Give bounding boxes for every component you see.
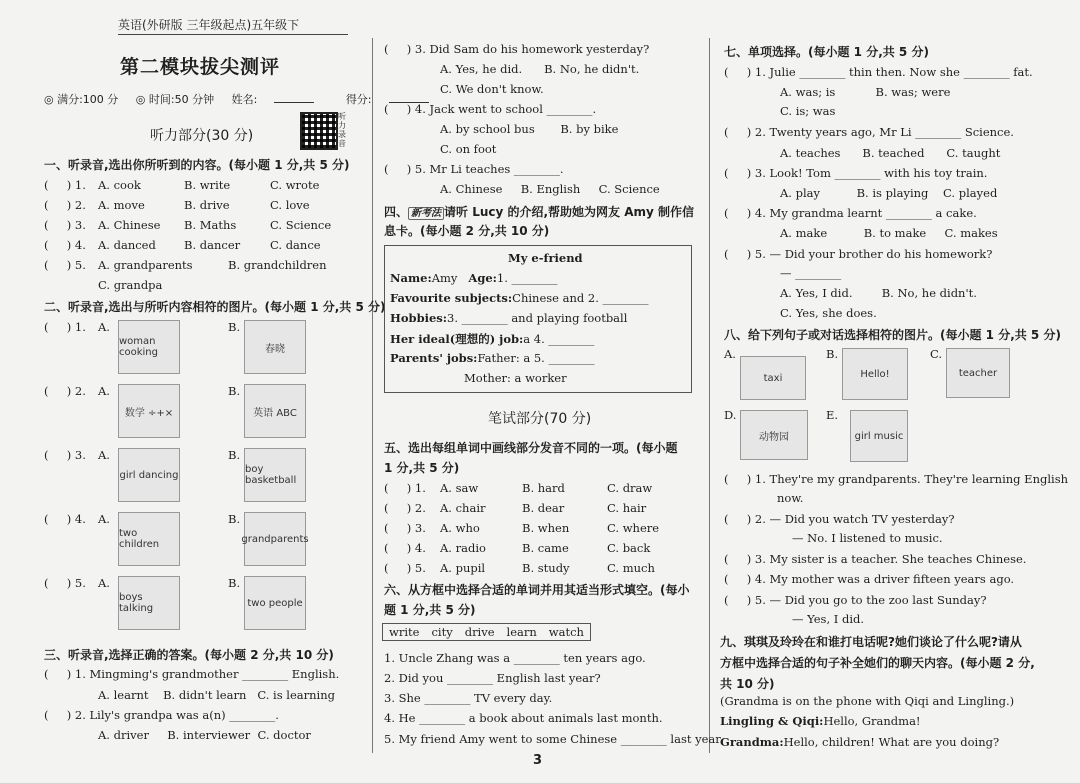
column-divider-2 <box>709 38 710 753</box>
s7-q2-options: A. teaches B. teached C. taught <box>780 146 1001 160</box>
s3-q5: ( ) 5. Mr Li teaches ________. <box>384 162 564 176</box>
s8-pic-c-label: C. <box>930 347 943 361</box>
word-learn: learn <box>506 625 537 639</box>
word-watch: watch <box>548 625 584 639</box>
option-a: A. radio <box>440 541 486 555</box>
s9-heading-3: 共 10 分) <box>720 677 775 691</box>
card-line-6: Mother: a worker <box>464 371 567 385</box>
option-b: B. <box>228 384 241 398</box>
s5-heading-2: 1 分,共 5 分) <box>384 461 460 475</box>
answer-bracket[interactable]: ( ) 4. <box>384 541 426 555</box>
s8-heading: 八、给下列句子或对话选择相符的图片。(每小题 1 分,共 5 分) <box>724 328 1061 342</box>
s3-q3-options: A. Yes, he did. B. No, he didn't. <box>440 62 640 76</box>
picture-a: two children <box>118 512 180 566</box>
answer-bracket[interactable]: ( ) 1. <box>44 320 86 334</box>
s5-heading: 五、选出每组单词中画线部分发音不同的一项。(每小题 <box>384 441 678 455</box>
option-b: B. hard <box>522 481 565 495</box>
card-line-2: Favourite subjects:Chinese and 2. ________ <box>390 291 649 305</box>
s6-item-2: 2. Did you ________ English last year? <box>384 671 601 685</box>
s8-item-1: ( ) 1. They're my grandparents. They're learning English <box>724 472 1069 486</box>
s3-q1-options: A. learnt B. didn't learn C. is learning <box>98 688 335 702</box>
word-write: write <box>389 625 420 639</box>
s7-q5-option-c: C. Yes, she does. <box>780 306 877 320</box>
answer-bracket[interactable]: ( ) 2. <box>44 384 86 398</box>
picture-a: girl dancing <box>118 448 180 502</box>
option-b: B. drive <box>184 198 230 212</box>
option-b: B. <box>228 512 241 526</box>
s8-item-1b: now. <box>777 491 804 505</box>
option-a: A. <box>98 448 110 462</box>
option-a: A. <box>98 576 110 590</box>
s9-line-2: Lingling & Qiqi:Hello, Grandma! <box>720 714 921 728</box>
s8-pic-b-label: B. <box>826 347 839 361</box>
qr-caption: 听力录音 <box>338 112 346 148</box>
s3-q4-options: A. by school bus B. by bike <box>440 122 619 136</box>
s1-heading: 一、听录音,选出你所听到的内容。(每小题 1 分,共 5 分) <box>44 158 350 172</box>
card-line-3: Hobbies:3. ________ and playing football <box>390 311 628 325</box>
s7-heading: 七、单项选择。(每小题 1 分,共 5 分) <box>724 45 929 59</box>
option-c: C. hair <box>607 501 647 515</box>
card-line-4: Her ideal(理想的) job:a 4. ________ <box>390 332 595 346</box>
answer-bracket[interactable]: ( ) 4. <box>44 238 86 252</box>
s8-pic-d-label: D. <box>724 408 737 422</box>
answer-bracket[interactable]: ( ) 1. <box>44 178 86 192</box>
picture-b: 春晓 <box>244 320 306 374</box>
s7-q4: ( ) 4. My grandma learnt ________ a cake. <box>724 206 977 220</box>
option-c: C. where <box>607 521 660 535</box>
card-title: My e-friend <box>508 251 583 265</box>
s6-item-1: 1. Uncle Zhang was a ________ ten years ago. <box>384 651 646 665</box>
picture-b: 英语 ABC <box>244 384 306 438</box>
s7-q3-options: A. play B. is playing C. played <box>780 186 998 200</box>
s3-q5-options: A. Chinese B. English C. Science <box>440 182 660 196</box>
s7-q1-option-c: C. is; was <box>780 104 836 118</box>
option-c: C. back <box>607 541 651 555</box>
s6-item-5: 5. My friend Amy went to some Chinese ________ last year. <box>384 732 724 746</box>
card-line-1: Name:Amy Age:1. ________ <box>390 271 558 285</box>
s7-q2: ( ) 2. Twenty years ago, Mr Li ________ Science. <box>724 125 1014 139</box>
s7-q4-options: A. make B. to make C. makes <box>780 226 998 240</box>
option-b: B. <box>228 576 241 590</box>
option-c: C. dance <box>270 238 321 252</box>
option-b: B. dear <box>522 501 565 515</box>
s3-q1: ( ) 1. Mingming's grandmother ________ English. <box>44 667 340 681</box>
s2-heading: 二、听录音,选出与所听内容相符的图片。(每小题 1 分,共 5 分) <box>44 300 386 314</box>
answer-bracket[interactable]: ( ) 3. <box>44 218 86 232</box>
page-title: 第二模块拔尖测评 <box>120 56 281 78</box>
picture-b: two people <box>244 576 306 630</box>
answer-bracket[interactable]: ( ) 4. <box>44 512 86 526</box>
option-b: B. grandchildren <box>228 258 327 272</box>
s8-pic-b: Hello! <box>842 348 908 400</box>
option-b: B. <box>228 448 241 462</box>
option-c: C. wrote <box>270 178 320 192</box>
s3-q3-option-c: C. We don't know. <box>440 82 544 96</box>
answer-bracket[interactable]: ( ) 3. <box>384 521 426 535</box>
s7-q1-options: A. was; is B. was; were <box>780 85 951 99</box>
s3-q4-option-c: C. on foot <box>440 142 497 156</box>
s7-q5-options: A. Yes, I did. B. No, he didn't. <box>780 286 977 300</box>
s3-q4: ( ) 4. Jack went to school ________. <box>384 102 597 116</box>
option-a: A. grandparents <box>98 258 193 272</box>
option-c: C. draw <box>607 481 653 495</box>
s3-q2: ( ) 2. Lily's grandpa was a(n) ________. <box>44 708 279 722</box>
column-divider-1 <box>372 38 373 753</box>
picture-a: 数学 ÷+× <box>118 384 180 438</box>
answer-bracket[interactable]: ( ) 5. <box>44 258 86 272</box>
s8-item-5: ( ) 5. — Did you go to the zoo last Sunday? <box>724 593 987 607</box>
word-drive: drive <box>464 625 495 639</box>
s6-item-4: 4. He ________ a book about animals last month. <box>384 711 663 725</box>
s7-q1: ( ) 1. Julie ________ thin then. Now she ________ fat. <box>724 65 1033 79</box>
s7-q3: ( ) 3. Look! Tom ________ with his toy train. <box>724 166 988 180</box>
page-number: 3 <box>533 753 543 768</box>
s8-item-3: ( ) 3. My sister is a teacher. She teaches Chinese. <box>724 552 1027 566</box>
s8-item-5b: — Yes, I did. <box>792 612 865 626</box>
option-c: C. much <box>607 561 655 575</box>
option-a: A. <box>98 384 110 398</box>
s9-line-3: Grandma:Hello, children! What are you doing? <box>720 735 1000 749</box>
option-c: C. love <box>270 198 310 212</box>
option-a: A. cook <box>98 178 141 192</box>
s3-heading: 三、听录音,选择正确的答案。(每小题 2 分,共 10 分) <box>44 648 334 662</box>
time-limit: ◎ 时间:50 分钟 <box>135 93 215 106</box>
qr-code[interactable] <box>300 112 338 150</box>
listening-header: 听力部分(30 分) <box>150 128 254 144</box>
s7-q5: ( ) 5. — Did your brother do his homework? <box>724 247 993 261</box>
option-a: A. danced <box>98 238 156 252</box>
picture-a: boys talking <box>118 576 180 630</box>
answer-bracket[interactable]: ( ) 5. <box>384 561 426 575</box>
word-box <box>382 623 591 641</box>
option-c: C. Science <box>270 218 332 232</box>
option-a: A. chair <box>440 501 486 515</box>
answer-bracket[interactable]: ( ) 1. <box>384 481 426 495</box>
s6-heading: 六、从方框中选择合适的单词并用其适当形式填空。(每小 <box>384 583 690 597</box>
s3-q2-options: A. driver B. interviewer C. doctor <box>98 728 311 742</box>
option-b: B. write <box>184 178 231 192</box>
option-a: A. pupil <box>440 561 486 575</box>
option-b: B. came <box>522 541 569 555</box>
s4-heading-2: 息卡。(每小题 2 分,共 10 分) <box>384 224 550 238</box>
new-method-badge: 新考法 <box>408 207 444 220</box>
s9-heading-2: 方框中选择合适的句子补全她们的聊天内容。(每小题 2 分, <box>720 656 1035 670</box>
s8-pic-a: taxi <box>740 356 806 400</box>
s4-heading: 四、 新考法 请听 Lucy 的介绍,帮助她为网友 Amy 制作信 <box>384 205 695 219</box>
s8-item-2: ( ) 2. — Did you watch TV yesterday? <box>724 512 955 526</box>
s9-heading: 九、琪琪及玲玲在和谁打电话呢?她们谈论了什么呢?请从 <box>720 635 1022 649</box>
option-b: B. dancer <box>184 238 241 252</box>
option-a: A. who <box>440 521 480 535</box>
picture-b: boy basketball <box>244 448 306 502</box>
picture-b: grandparents <box>244 512 306 566</box>
book-header: 英语(外研版 三年级起点)五年级下 <box>118 18 300 32</box>
s7-q5-blank: — ________ <box>780 266 842 280</box>
s8-item-2b: — No. I listened to music. <box>792 531 943 545</box>
name-label: 姓名: <box>231 93 258 106</box>
s8-pic-c: teacher <box>946 348 1010 398</box>
s8-pic-a-label: A. <box>724 347 736 361</box>
answer-bracket[interactable]: ( ) 2. <box>384 501 426 515</box>
score-label: 得分: <box>345 93 372 106</box>
s6-heading-2: 题 1 分,共 5 分) <box>384 603 476 617</box>
s8-pic-d: 动物园 <box>740 410 808 460</box>
option-a: A. Chinese <box>98 218 161 232</box>
option-b: B. study <box>522 561 570 575</box>
option-a: A. <box>98 320 110 334</box>
option-a: A. move <box>98 198 145 212</box>
s8-item-4: ( ) 4. My mother was a driver fifteen years ago. <box>724 572 1015 586</box>
answer-bracket[interactable]: ( ) 2. <box>44 198 86 212</box>
option-b: B. <box>228 320 241 334</box>
answer-bracket[interactable]: ( ) 3. <box>44 448 86 462</box>
s3-q3: ( ) 3. Did Sam do his homework yesterday? <box>384 42 650 56</box>
option-b: B. Maths <box>184 218 237 232</box>
option-b: B. when <box>522 521 570 535</box>
s8-pic-e: girl music <box>850 410 908 462</box>
s6-item-3: 3. She ________ TV every day. <box>384 691 553 705</box>
header-rule <box>118 34 348 35</box>
option-a: A. saw <box>440 481 479 495</box>
full-score: ◎ 满分:100 分 <box>44 93 119 106</box>
s8-pic-e-label: E. <box>826 408 839 422</box>
picture-a: woman cooking <box>118 320 180 374</box>
answer-bracket[interactable]: ( ) 5. <box>44 576 86 590</box>
writing-header: 笔试部分(70 分) <box>488 411 592 427</box>
name-field[interactable] <box>274 102 314 103</box>
option-c: C. grandpa <box>98 278 163 292</box>
card-line-5: Parents' jobs:Father: a 5. ________ <box>390 351 595 365</box>
word-city: city <box>431 625 453 639</box>
s9-line-1: (Grandma is on the phone with Qiqi and Lingling.) <box>720 694 1015 708</box>
option-a: A. <box>98 512 110 526</box>
